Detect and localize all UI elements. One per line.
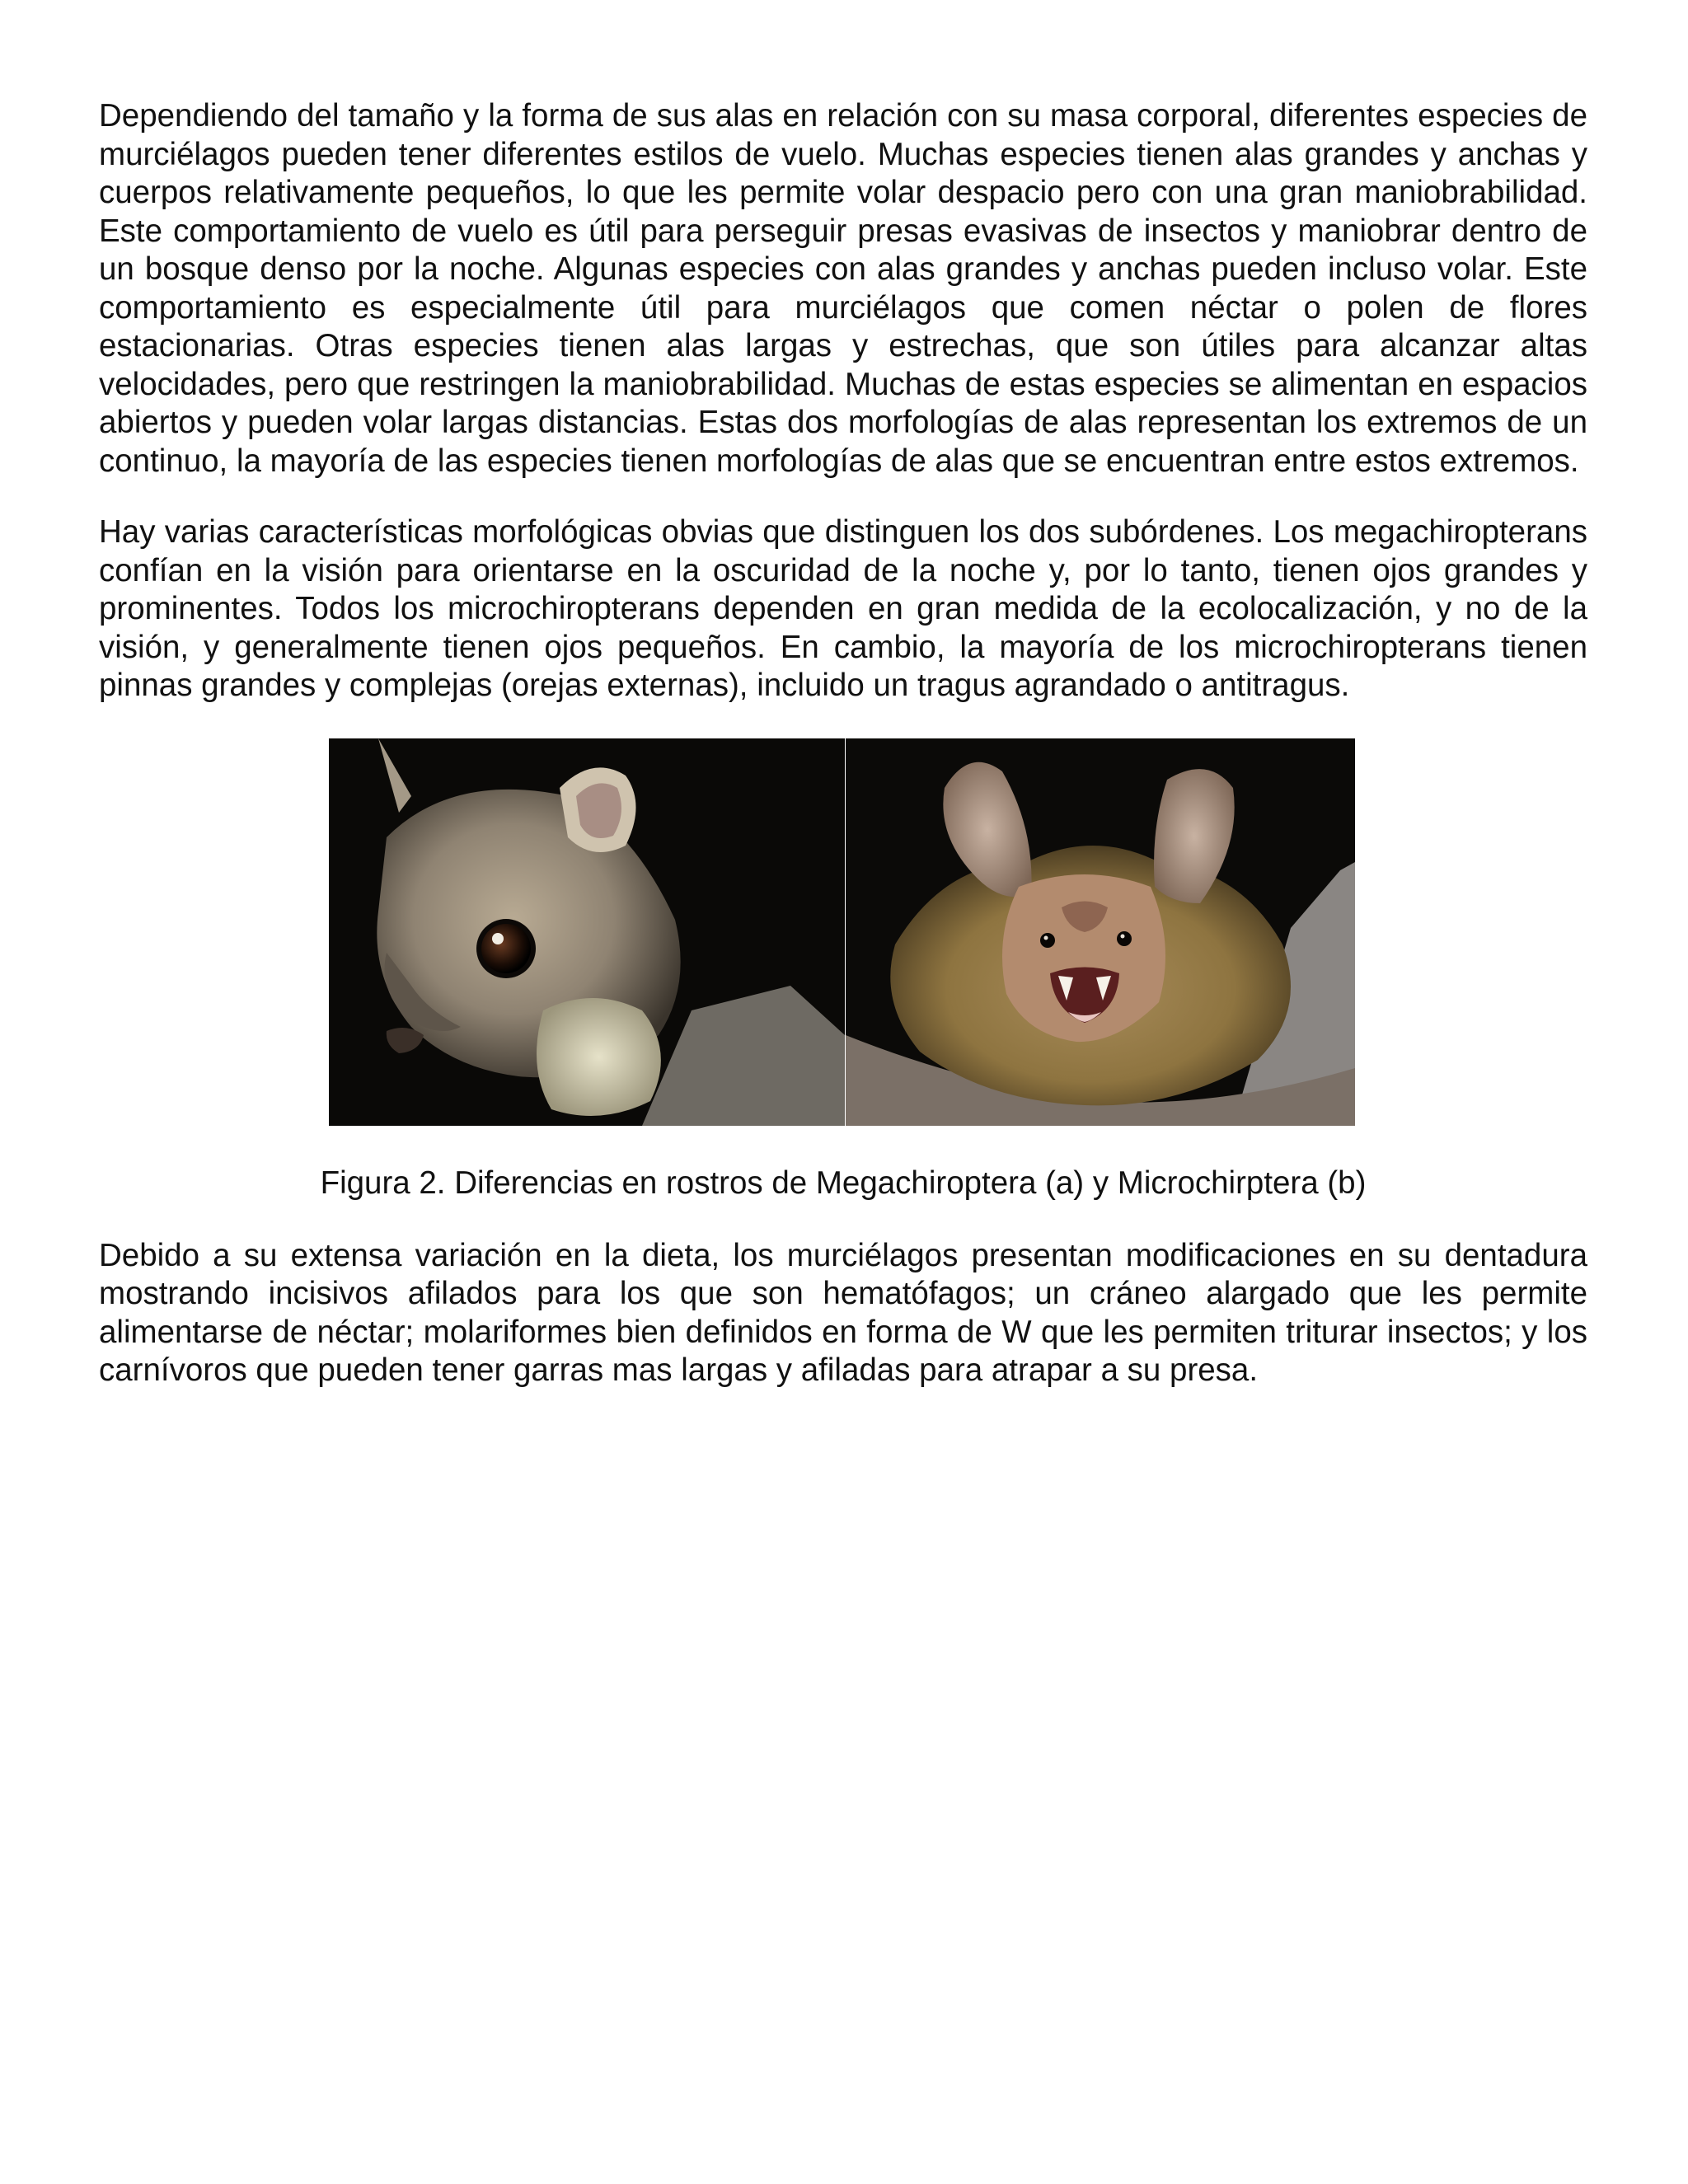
paragraph-dentition: Debido a su extensa variación en la dieta, los murciélagos presentan modificaciones en su dentadura mostrando incisivos afilados para los que son hematófagos; un cráneo alargado que les permite alimentarse de néctar; molariformes bien definidos en forma de W que les permiten triturar insectos; y los carnívoros que pueden tener garras mas largas y afiladas para atrapar a su presa. — [99, 1237, 1587, 1388]
figure-caption: Figura 2. Diferencias en rostros de Megachiroptera (a) y Microchirptera (b) — [320, 1165, 1367, 1201]
paragraph-flight-styles: Dependiendo del tamaño y la forma de sus alas en relación con su masa corporal, diferentes especies de murciélagos pueden tener diferentes estilos de vuelo. Muchas especies tienen alas grandes y anchas y cuerpos relativamente pequeños, lo que les permite volar despacio pero con una gran maniobrabilidad. Este comportamiento de vuelo es útil para perseguir presas evasivas de insectos y maniobrar dentro de un bosque denso por la noche. Algunas especies con alas grandes y anchas pueden incluso volar. Este comportamiento es especialmente útil para murciélagos que comen néctar o polen de flores estacionarias. Otras especies tienen alas largas y estrechas, que son útiles para alcanzar altas velocidades, pero que restringen la maniobrabilidad. Muchas de estas especies se alimentan en espacios abiertos y pueden volar largas distancias. Estas dos morfologías de alas representan los extremos de un continuo, la mayoría de las especies tienen morfologías de alas que se encuentran entre estos extremos. — [99, 98, 1587, 479]
microchiroptera-photo — [846, 738, 1355, 1126]
paragraph-morphology: Hay varias características morfológicas obvias que distinguen los dos subórdenes. Los megachiropterans confían en la visión para orientarse en la oscuridad de la noche y, por lo tanto, tienen ojos grandes y prominentes. Todos los microchiropterans dependen en gran medida de la ecolocalización, y no de la visión, y generalmente tienen ojos pequeños. En cambio, la mayoría de los microchiropterans tienen pinnas grandes y complejas (orejas externas), incluido un tragus agrandado o antitragus. — [99, 514, 1587, 703]
document-page — [99, 97, 1587, 1390]
megachiroptera-photo — [329, 738, 845, 1126]
figure-bat-faces — [99, 738, 1587, 1126]
